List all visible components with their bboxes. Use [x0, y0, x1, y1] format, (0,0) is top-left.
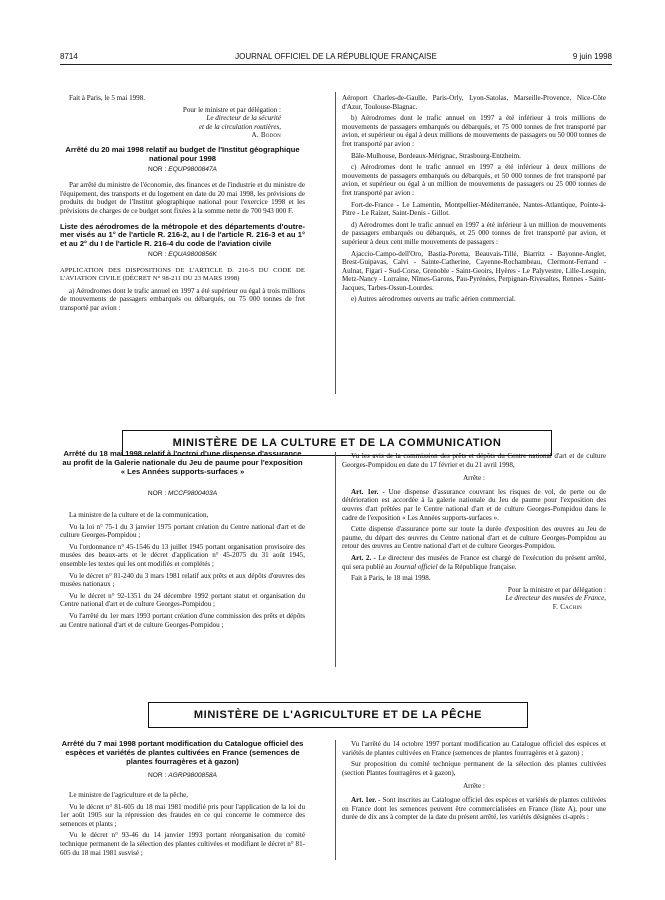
agriculture-proposition: Sur proposition du comité technique permanent de la sélection des plantes cultivées (section Plantes fourragères et à gazon), [342, 760, 606, 777]
culture-vu-avis: Vu les avis de la commission des prêts et dépôts du Centre national d'art et de culture Georges-Pompidou en date du 17 février et du 21 avril 1998, [342, 452, 606, 469]
culture-signatory: F. Cachin [552, 602, 582, 611]
culture-for-minister: Pour la ministre et par délégation : [507, 585, 606, 594]
culture-vu-6: Vu l'arrêté du 1er mars 1993 portant création d'une commission des prêts et dépôts au Centre national d'art et de culture Georges-Pompidou ; [60, 611, 305, 629]
agriculture-decree-title: Arrêté du 7 mai 1998 portant modification du Catalogue officiel des espèces et variétés de plantes cultivées en France (semences de plantes fourragères et à gazon) [61, 739, 304, 766]
culture-arrete: Arrête : [463, 474, 485, 483]
decree2-application: APPLICATION DES DISPOSITIONS DE L'ARTICLE D. 216-5 DU CODE DE L'AVIATION CIVILE (DÉCRET N° 98-211 DU 23 MARS 1998) [60, 266, 305, 283]
agriculture-vu-2: Vu le décret n° 81-605 du 18 mai 1981 modifié pris pour l'application de la loi du 1er août 1905 sur la répression des fraudes en ce qui concerne le commerce des semences et plants ; [60, 802, 305, 828]
culture-done-at: Fait à Paris, le 18 mai 1998. [351, 574, 431, 583]
top-right-column [342, 94, 606, 307]
issue-date: 9 juin 1998 [572, 52, 612, 61]
done-at: Fait à Paris, le 5 mai 1998. [69, 94, 146, 102]
para-b: b) Aérodromes dont le trafic annuel en 1997 a été inférieur à trois millions de mouvements de passagers embarqués ou débarqués, et 75 000 tonnes de fret transporté par avion, et supérieur ou égal à deux millions de mouvements de passagers ou 50 000 tonnes de fret transporté par avion : [342, 114, 606, 148]
header-rule [60, 64, 612, 65]
airports-group-b: Bâle-Mulhouse, Bordeaux-Mérignac, Strasbourg-Entzheim. [351, 151, 521, 160]
culture-vu-1: La ministre de la culture et de la communication, [69, 510, 209, 519]
agriculture-left-column [60, 740, 305, 860]
agriculture-right-column [342, 740, 606, 825]
culture-left-column [60, 450, 305, 632]
agriculture-arrete: Arrête : [463, 782, 485, 791]
agriculture-vu-1: Le ministre de l'agriculture et de la pêche, [69, 790, 189, 799]
culture-vu-2: Vu la loi n° 75-1 du 3 janvier 1975 portant création du Centre national d'art et de culture Georges-Pompidou ; [60, 522, 305, 540]
decree1-body: Par arrêté du ministre de l'économie, des finances et de l'industrie et du ministre de l'équipement, des transports et du logement en date du 20 mai 1998, les prévisions de produits du budget de l'Institut géographique national pour l'exercice 1998 et les prévisions de charges de ce budget sont fixées à la somme nette de 700 943 000 F. [60, 181, 305, 215]
director-line2: et de la circulation routières, [198, 122, 281, 131]
agriculture-ministry-banner: MINISTÈRE DE L'AGRICULTURE ET DE LA PÊCHE [148, 702, 528, 728]
airports-group-c: Fort-de-France - Le Lamentin, Montpellier-Méditerranée, Nantes-Atlantique, Pointe-à-Pitre - Le Raizet, Saint-Denis - Gillot. [342, 200, 606, 218]
agriculture-nor: NOR : AGRP9800858A [148, 772, 217, 780]
decree2-para-a: a) Aérodromes dont le trafic annuel en 1997 a été supérieur ou égal à trois millions de mouvements de passagers embarqués ou débarqués, ou 75 000 tonnes de fret transporté par avion : [60, 286, 305, 312]
culture-vu-5: Vu le décret n° 92-1351 du 24 décembre 1992 portant statut et organisation du Centre national d'art et de culture Georges-Pompidou ; [60, 591, 305, 609]
top-left-column [60, 94, 305, 315]
culture-art2: Art. 2. - Le directeur des musées de France est chargé de l'exécution du présent arrêté, qui sera publié au Journal officiel de la République française. [342, 553, 606, 571]
culture-vu-3: Vu l'ordonnance n° 45-1546 du 13 juillet 1945 portant organisation provisoire des musées des beaux-arts et le décret d'application n° 45-2075 du 31 août 1945, ensemble les textes qui les ont modifiés et complétés ; [60, 542, 305, 568]
running-header [60, 52, 612, 64]
decree2-nor: NOR : EQUA9800856K [148, 250, 217, 258]
para-c: c) Aérodromes dont le trafic annuel en 1997 a été inférieur à deux millions de mouvements de passagers embarqués ou débarqués, et 50 000 tonnes de fret transporté par avion, et supérieur ou égal à un million de mouvements de passagers ou 25 000 tonnes de fret transporté par avion : [342, 163, 606, 197]
culture-nor: NOR : MCCF9800403A [147, 490, 218, 498]
agriculture-vu-3: Vu le décret n° 93-46 du 14 janvier 1993 portant réorganisation du comité technique permanent de la sélection des plantes cultivées et modifiant le décret n° 81-605 du 18 mai 1981 susvisé ; [60, 831, 305, 857]
column-divider [335, 740, 336, 860]
decree2-title: Liste des aérodromes de la métropole et des départements d'outre-mer visés au 1° de l'article R. 216-2, au I de l'article R. 216-3 et au 1° et au 2° du I de l'article R. 216-4 du code de l'aviation civile [60, 221, 305, 249]
culture-ministry-banner: MINISTÈRE DE LA CULTURE ET DE LA COMMUNICATION [122, 430, 552, 456]
agriculture-vu-arrete: Vu l'arrêté du 14 octobre 1997 portant modification au Catalogue officiel des espèces et variétés de plantes cultivées en France (semences de plantes fourragères et à gazon) ; [342, 740, 606, 757]
culture-right-column [342, 452, 606, 615]
column-divider [335, 452, 336, 667]
culture-art1-cont: Cette dispense d'assurance porte sur toute la durée d'exposition des œuvres au Jeu de paume, du départ des œuvres du Centre national d'art et de culture Georges-Pompidou au retour des œuvres au Centre national d'art et de culture Georges-Pompidou. [342, 525, 606, 551]
para-d: d) Aérodromes dont le trafic annuel en 1997 a été inférieur à un million de mouvements de passagers embarqués ou débarqués, et 25 000 tonnes de fret transporté par avion, et supérieur à deux cent mille mouvements de passagers : [342, 220, 606, 246]
column-divider [335, 92, 336, 394]
culture-decree-title: Arrêté du 18 mai 1998 relatif à l'octroi d'une dispense d'assurance au profit de la Galerie nationale du Jeu de paume pour l'exposition « Les Années supports-surfaces » [62, 449, 303, 476]
signatory: A. Bodon [251, 131, 281, 140]
airports-group-a: Aéroport Charles-de-Gaulle, Paris-Orly, Lyon-Satolas, Marseille-Provence, Nice-Côte d'Azur, Toulouse-Blagnac. [342, 94, 606, 111]
for-minister: Pour le ministre et par délégation : [182, 105, 281, 114]
culture-director: Le directeur des musées de France, [505, 594, 606, 603]
decree1-title: Arrêté du 20 mai 1998 relatif au budget de l'Institut géographique national pour 1998 [65, 144, 300, 163]
decree1-nor: NOR : EQUP9800847A [148, 165, 217, 173]
agriculture-art1: Art. 1er. - Sont inscrites au Catalogue officiel des espèces et variétés de plantes cultivées en France dont les semences peuvent être commercialisées en France (liste A), pour une durée de dix ans à compter de la date du présent arrêté, les variétés désignées ci-après : [342, 795, 607, 822]
director-line1: Le directeur de la sécurité [206, 114, 281, 123]
culture-vu-4: Vu le décret n° 81-240 du 3 mars 1981 relatif aux prêts et aux dépôts d'œuvres des musées nationaux ; [60, 571, 305, 589]
airports-group-d: Ajaccio-Campo-dell'Oro, Bastia-Poretta, Beauvais-Tillé, Biarritz - Bayonne-Anglet, Brest-Guipavas, Calvi - Sainte-Catherine, Cayenne-Rochambeau, Clermont-Ferrand - Aulnat, Figari - Sud-Corse, Grenoble - Saint-Geoirs, Hyères - Le Palyvestre, Lille-Lesquin, Metz-Nancy - Lorraine, Nîmes-Garons, Pau-Pyrénées, Perpignan-Rivesaltes, Rennes - Saint-Jacques, Tarbes-Ossun-Lourdes. [342, 249, 606, 292]
page-number: 8714 [60, 52, 78, 61]
para-e: e) Autres aérodromes ouverts au trafic aérien commercial. [351, 295, 516, 304]
culture-art1: Art. 1er. - Une dispense d'assurance couvrant les risques de vol, de perte ou de détérioration est accordée à la galerie nationale du Jeu de paume pour l'exposition des œuvres d'art prêtées par le Centre national d'art et de culture Georges-Pompidou dans le cadre de l'exposition « Les Années supports-surfaces ». [342, 487, 606, 522]
journal-title: JOURNAL OFFICIEL DE LA RÉPUBLIQUE FRANÇAISE [235, 52, 437, 61]
